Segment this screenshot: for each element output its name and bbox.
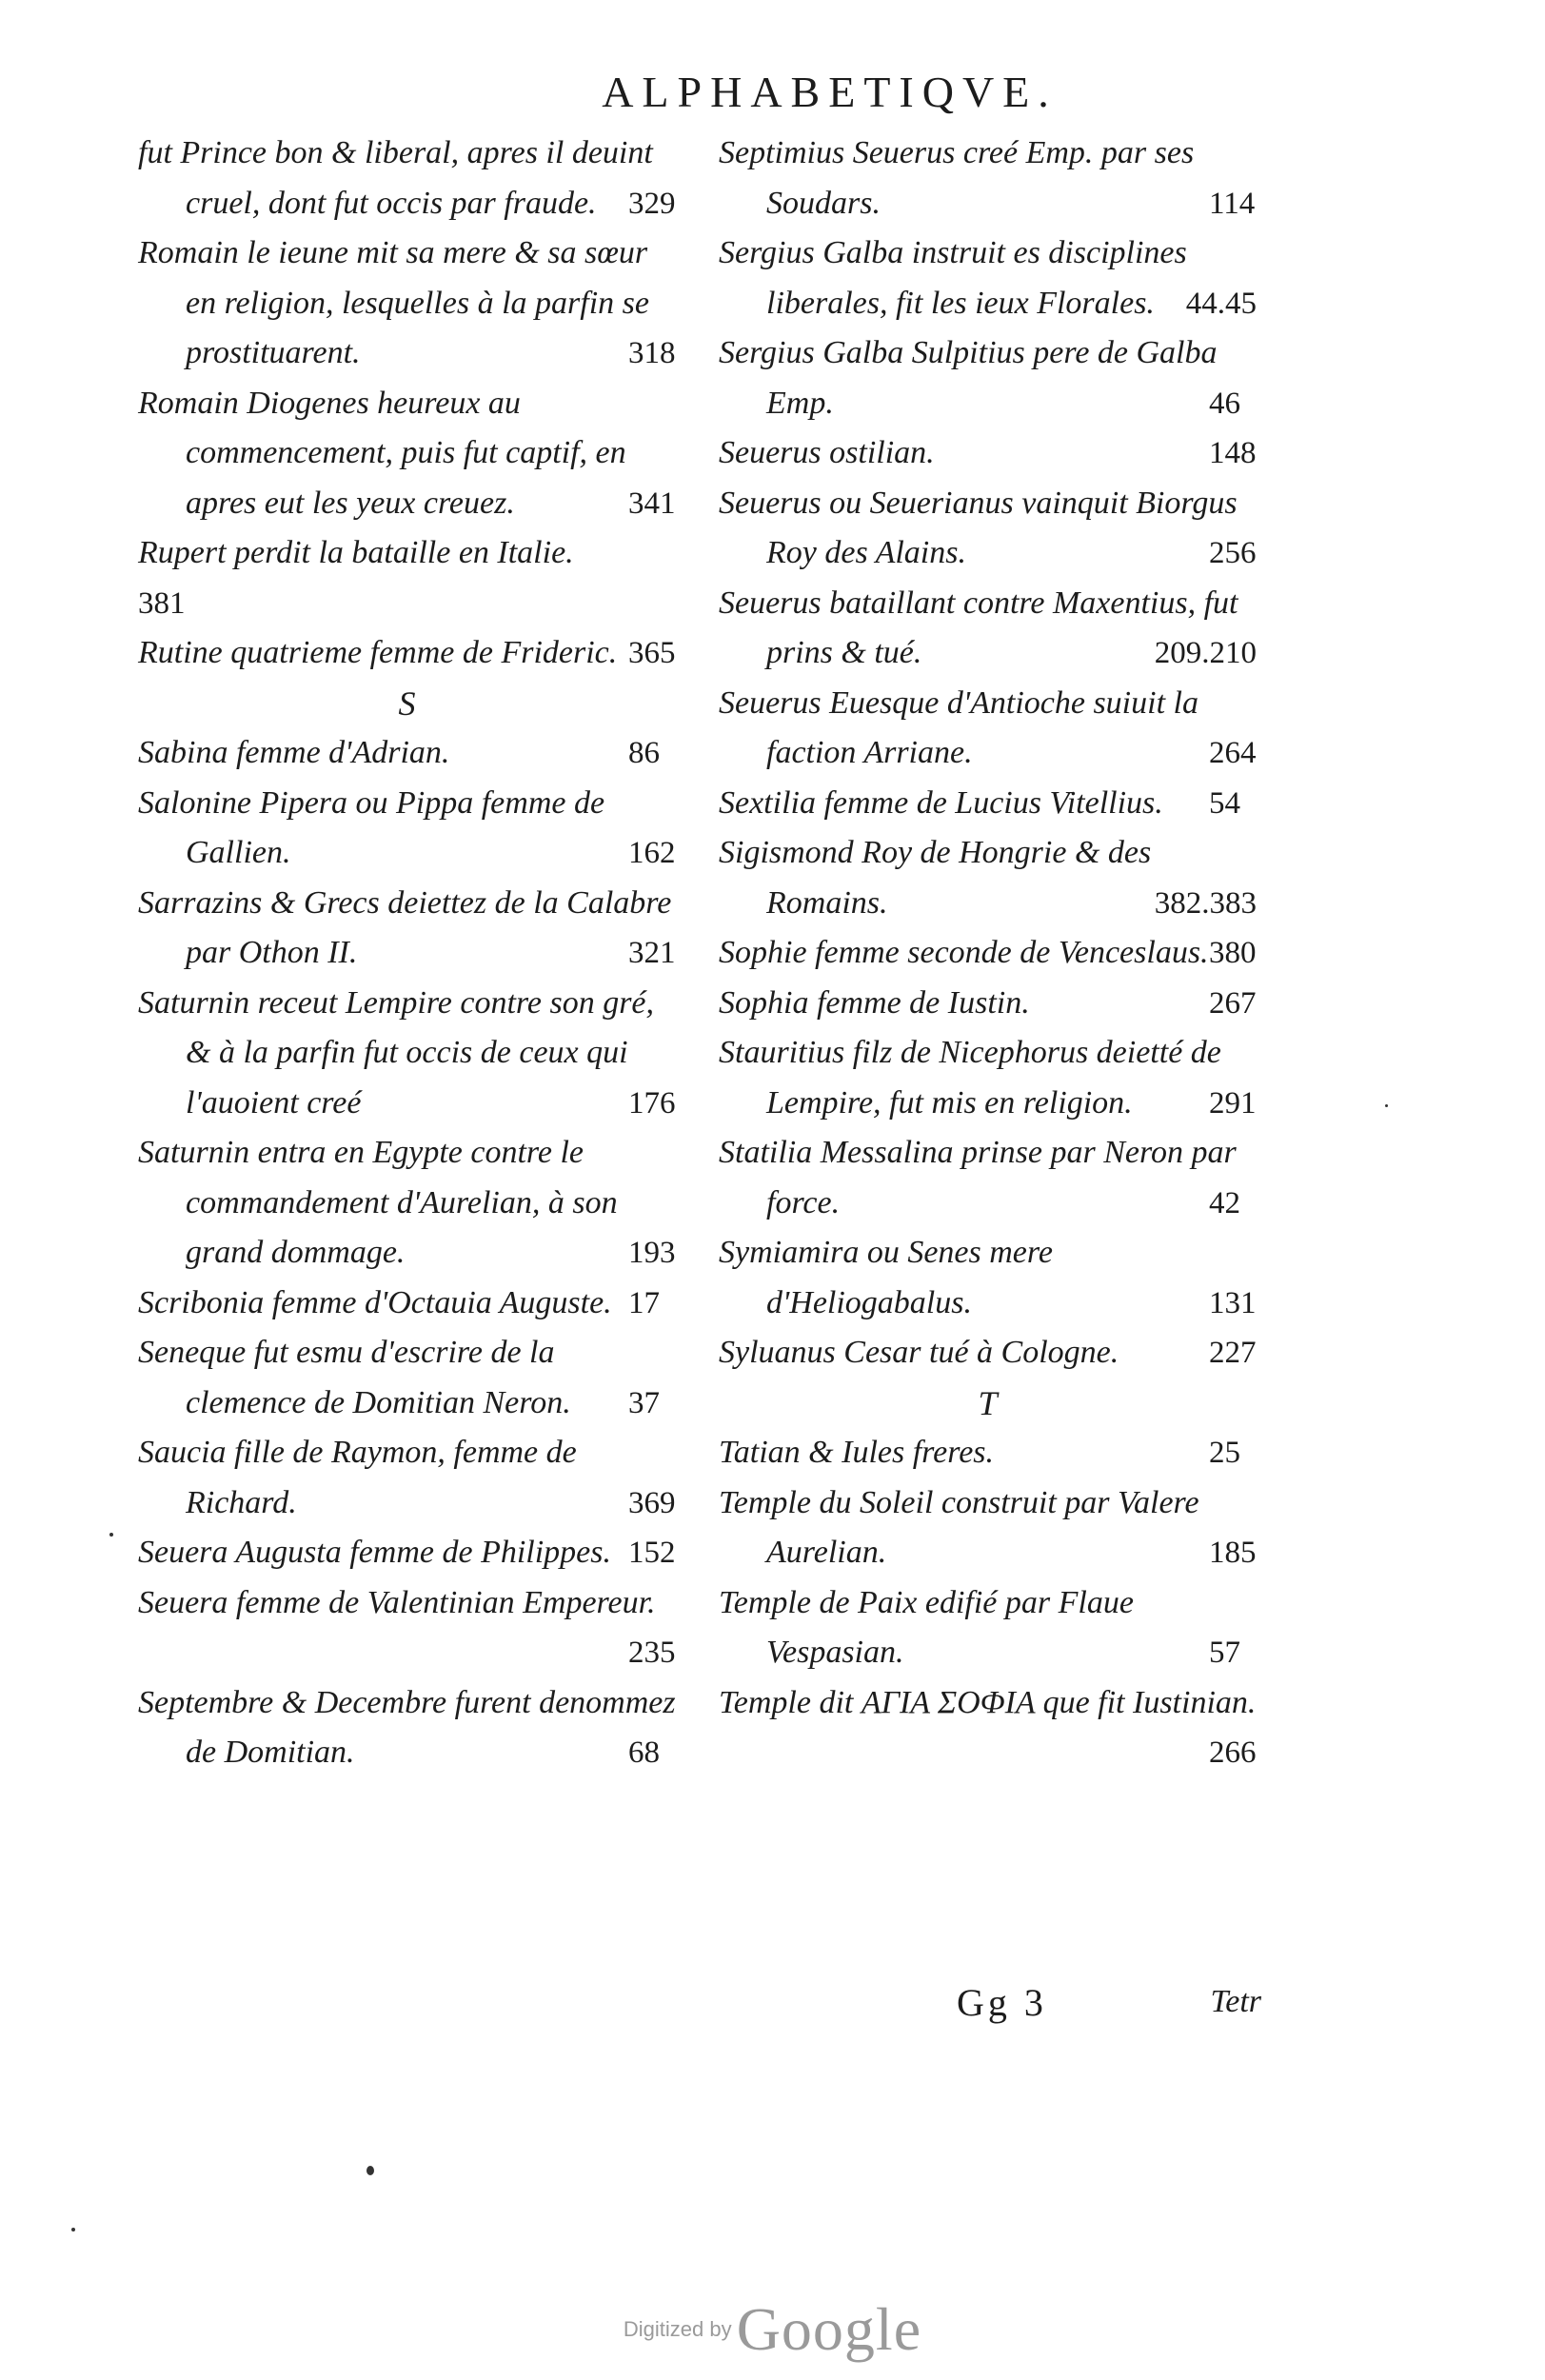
index-entry: Saturnin entra en Egypte contre le commandement d'Aurelian, à son grand dommage. 193 (138, 1135, 676, 1270)
index-entry: Temple dit ΑΓΙΑ ΣΟΦΙΑ que fit Iustinian. 266 (719, 1684, 1257, 1770)
watermark-prefix: Digitized by (623, 2317, 732, 2341)
entry-text: Seuerus Euesque d'Antioche suiuit la faction Arriane. (719, 684, 1198, 770)
page-number: 44.45 (1185, 286, 1257, 321)
index-entry: Sergius Galba Sulpitius pere de Galba Emp. 46 (719, 335, 1240, 421)
entry-text: Saturnin entra en Egypte contre le commandement d'Aurelian, à son grand dommage. (138, 1135, 618, 1270)
entry-text: Sabina femme d'Adrian. (138, 735, 450, 770)
catchword: Tetr (1210, 1984, 1261, 2019)
index-entry (719, 579, 1257, 679)
entry-text: Sophie femme seconde de Venceslaus. (719, 935, 1209, 970)
entry-text: Saturnin receut Lempire contre son gré, & à la parfin fut occis de ceux qui l'auoient creé (138, 984, 655, 1121)
page-number: 381 (138, 585, 186, 621)
index-entry (138, 528, 676, 628)
entry-text: Temple dit ΑΓΙΑ ΣΟΦΙΑ que fit Iustinian. (719, 1684, 1257, 1720)
index-entry: Seuerus ostilian. 148 (719, 435, 1257, 470)
index-entry: Seuera femme de Valentinian Empereur. 235 (138, 1584, 676, 1670)
ink-speck (109, 1533, 113, 1537)
entry-text: Temple de Paix edifié par Flaue Vespasian. (719, 1584, 1134, 1670)
entry-text: Statilia Messalina prinse par Neron par force. (719, 1135, 1237, 1220)
entry-text: Seuera femme de Valentinian Empereur. (138, 1584, 656, 1620)
index-entry: Sabina femme d'Adrian. 86 (138, 735, 660, 770)
index-entry: Seuerus ou Seuerianus vainquit Biorgus Roy des Alains. 256 (719, 485, 1257, 570)
entry-text: Rupert perdit la bataille en Italie. (138, 535, 574, 570)
entry-text: Seneque fut esmu d'escrire de la clemence de Domitian Neron. (138, 1335, 571, 1420)
index-entry: Romain Diogenes heureux au commencement, puis fut captif, en apres eut les yeux creuez. 341 (138, 385, 676, 521)
index-entry: Sophia femme de Iustin. 267 (719, 984, 1257, 1021)
entry-text: Romain le ieune mit sa mere & sa sœur en religion, lesquelles à la parfin se prostituarent. (138, 235, 649, 370)
index-entry: Symiamira ou Senes mere d'Heliogabalus. 131 (719, 1235, 1257, 1320)
entry-text: Sarrazins & Grecs deiettez de la Calabre par Othon II. (138, 884, 672, 970)
signature-mark: Gg 3 (957, 1981, 1047, 2024)
index-entry: Tatian & Iules freres. 25 (719, 1435, 1240, 1470)
entry-text: Sextilia femme de Lucius Vitellius. (719, 784, 1163, 821)
index-entry: Statilia Messalina prinse par Neron par force. 42 (719, 1135, 1240, 1220)
index-entry: Sophie femme seconde de Venceslaus. 380 (719, 935, 1257, 970)
index-entry: Temple du Soleil construit par Valere Aurelian. 185 (719, 1484, 1257, 1570)
entry-text: Scribonia femme d'Octauia Auguste. (138, 1284, 612, 1320)
ink-speck (71, 2228, 75, 2231)
index-entry: Stauritius filz de Nicephorus deietté de Lempire, fut mis en religion. 291 (719, 1035, 1257, 1121)
entry-text: Syluanus Cesar tué à Cologne. (719, 1335, 1119, 1370)
entry-text: Sigismond Roy de Hongrie & des Romains. (719, 835, 1152, 921)
entry-text: Seuera Augusta femme de Philippes. (138, 1535, 612, 1570)
index-entry: Seneque fut esmu d'escrire de la clemence de Domitian Neron. 37 (138, 1335, 660, 1420)
index-entry: Sextilia femme de Lucius Vitellius. 54 (719, 784, 1240, 821)
entry-text: Romain Diogenes heureux au commencement, puis fut captif, en apres eut les yeux creuez. (138, 385, 626, 521)
entry-text: Symiamira ou Senes mere d'Heliogabalus. (719, 1235, 1053, 1320)
index-entry: Scribonia femme d'Octauia Auguste. 17 (138, 1284, 660, 1320)
digitized-watermark (0, 2294, 1545, 2365)
entry-text: Seuerus bataillant contre Maxentius, fut prins & tué. (719, 585, 1238, 670)
section-letter: S (398, 684, 416, 723)
index-entry: Septembre & Decembre furent denommez de Domitian. 68 (138, 1684, 676, 1770)
entry-text: Seuerus ou Seuerianus vainquit Biorgus Roy des Alains. (719, 485, 1238, 570)
index-entry (719, 228, 1257, 328)
entry-text: fut Prince bon & liberal, apres il deuint cruel, dont fut occis par fraude. (138, 135, 653, 221)
ink-speck (1385, 1104, 1388, 1107)
index-column-right (719, 129, 1257, 1778)
index-entry: Rutine quatrieme femme de Frideric. 365 (138, 635, 676, 670)
index-entry (719, 828, 1257, 928)
index-entry: Saucia fille de Raymon, femme de Richard. 369 (138, 1435, 676, 1520)
entry-text: Tatian & Iules freres. (719, 1435, 995, 1470)
index-entry: Temple de Paix edifié par Flaue Vespasian. 57 (719, 1584, 1240, 1670)
page-footer (957, 1980, 1261, 2025)
index-entry: Seuerus Euesque d'Antioche suiuit la faction Arriane. 264 (719, 684, 1257, 770)
entry-text: Stauritius filz de Nicephorus deietté de Lempire, fut mis en religion. (719, 1035, 1221, 1121)
index-entry: Seuera Augusta femme de Philippes. 152 (138, 1535, 676, 1570)
ink-speck (366, 2166, 374, 2175)
entry-text: Salonine Pipera ou Pippa femme de Gallien. (138, 784, 605, 870)
index-entry: Syluanus Cesar tué à Cologne. 227 (719, 1335, 1257, 1370)
index-entry: Salonine Pipera ou Pippa femme de Gallien. 162 (138, 784, 676, 870)
entry-text: Septimius Seuerus creé Emp. par ses Soudars. (719, 135, 1195, 221)
entry-text: Sergius Galba instruit es disciplines liberales, fit les ieux Florales. (719, 235, 1187, 321)
page-header: ALPHABETIQVE. (602, 68, 1058, 116)
entry-text: Sophia femme de Iustin. (719, 984, 1030, 1021)
entry-text: Rutine quatrieme femme de Frideric. (138, 635, 618, 670)
entry-text: Septembre & Decembre furent denommez de Domitian. (138, 1684, 676, 1770)
index-entry: Septimius Seuerus creé Emp. par ses Soudars. 114 (719, 135, 1256, 221)
entry-text: Seuerus ostilian. (719, 435, 935, 470)
index-entry: fut Prince bon & liberal, apres il deuint cruel, dont fut occis par fraude. 329 (138, 135, 676, 221)
index-entry: Sarrazins & Grecs deiettez de la Calabre par Othon II. 321 (138, 884, 676, 970)
entry-text: Temple du Soleil construit par Valere Aurelian. (719, 1484, 1199, 1570)
index-entry: Saturnin receut Lempire contre son gré, & à la parfin fut occis de ceux qui l'auoient creé 176 (138, 984, 676, 1121)
page-number: 382.383 (1154, 885, 1257, 921)
google-logo: Google (736, 2295, 922, 2363)
index-column-left (138, 129, 676, 1778)
entry-text: Sergius Galba Sulpitius pere de Galba Emp. (719, 335, 1218, 421)
section-letter: T (978, 1383, 998, 1422)
index-entry: Romain le ieune mit sa mere & sa sœur en religion, lesquelles à la parfin se prostituarent. 318 (138, 235, 676, 370)
entry-text: Saucia fille de Raymon, femme de Richard. (138, 1435, 577, 1520)
page-number: 209.210 (1154, 636, 1257, 670)
